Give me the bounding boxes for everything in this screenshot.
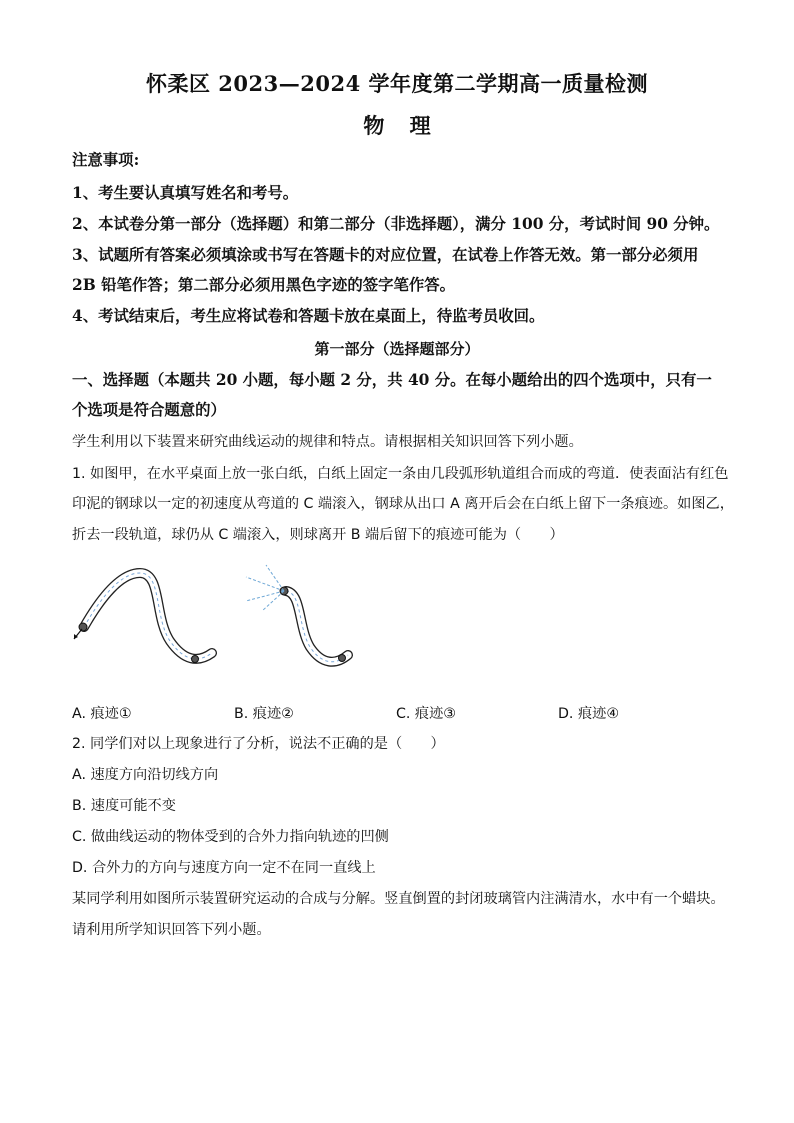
track-figure [66,555,366,695]
q1-stem-line-3: 折去一段轨道，球仍从 C 端滚入，则球离开 B 端后留下的痕迹可能为（ ） [72,527,564,543]
q1-option-c: C. 痕迹③ [396,706,457,722]
q1-stem-line-2: 印泥的钢球以一定的初速度从弯道的 C 端滚入，钢球从出口 A 离开后会在白纸上留下一条痕迹。如图乙， [72,496,734,512]
notice-item-1: 1、考生要认真填写姓名和考号。 [72,184,299,202]
exam-title: 怀柔区 2023—2024 学年度第二学期高一质量检测 [145,71,648,96]
intro-text-1: 学生利用以下装置来研究曲线运动的规律和特点。请根据相关知识回答下列小题。 [72,434,583,450]
notice-item-3: 3、试题所有答案必须填涂或书写在答题卡的对应位置，在试卷上作答无效。第一部分必须用 [72,246,699,264]
q2-stem: 2. 同学们对以上现象进行了分析，说法不正确的是（ ） [72,736,445,752]
q1-option-b: B. 痕迹② [234,706,294,722]
q1-option-a: A. 痕迹① [72,706,132,722]
subject-title: 物 理 [363,113,431,138]
track-right [246,565,348,662]
section-instruction: 一、选择题（本题共 20 小题，每小题 2 分，共 40 分。在每小题给出的四个选项中，只有一 [72,371,712,389]
q1-option-d: D. 痕迹④ [558,706,620,722]
q2-option-b: B. 速度可能不变 [72,798,176,814]
track-left [74,573,212,663]
intro-text-2: 某同学利用如图所示装置研究运动的合成与分解。竖直倒置的封闭玻璃管内注满清水，水中有一个蜡块。 [72,891,725,907]
notice-item-4: 4、考试结束后，考生应将试卷和答题卡放在桌面上，待监考员收回。 [72,307,545,325]
notice-item-3-cont: 2B 铅笔作答；第二部分必须用黑色字迹的签字笔作答。 [72,276,456,294]
part1-heading: 第一部分（选择题部分） [314,340,480,358]
q2-option-c: C. 做曲线运动的物体受到的合外力指向轨迹的凹侧 [72,829,389,845]
intro-text-2-cont: 请利用所学知识回答下列小题。 [72,922,271,938]
q1-stem-line-1: 1. 如图甲，在水平桌面上放一张白纸，白纸上固定一条由几段弧形轨道组合而成的弯道．使表面沾有红色 [72,466,729,482]
q2-option-d: D. 合外力的方向与速度方向一定不在同一直线上 [72,860,376,876]
q2-option-a: A. 速度方向沿切线方向 [72,767,219,783]
notice-item-2: 2、本试卷分第一部分（选择题）和第二部分（非选择题），满分 100 分，考试时间 90 分钟。 [72,215,720,233]
notice-heading: 注意事项: [72,151,140,169]
section-instruction-cont: 个选项是符合题意的） [72,401,226,419]
